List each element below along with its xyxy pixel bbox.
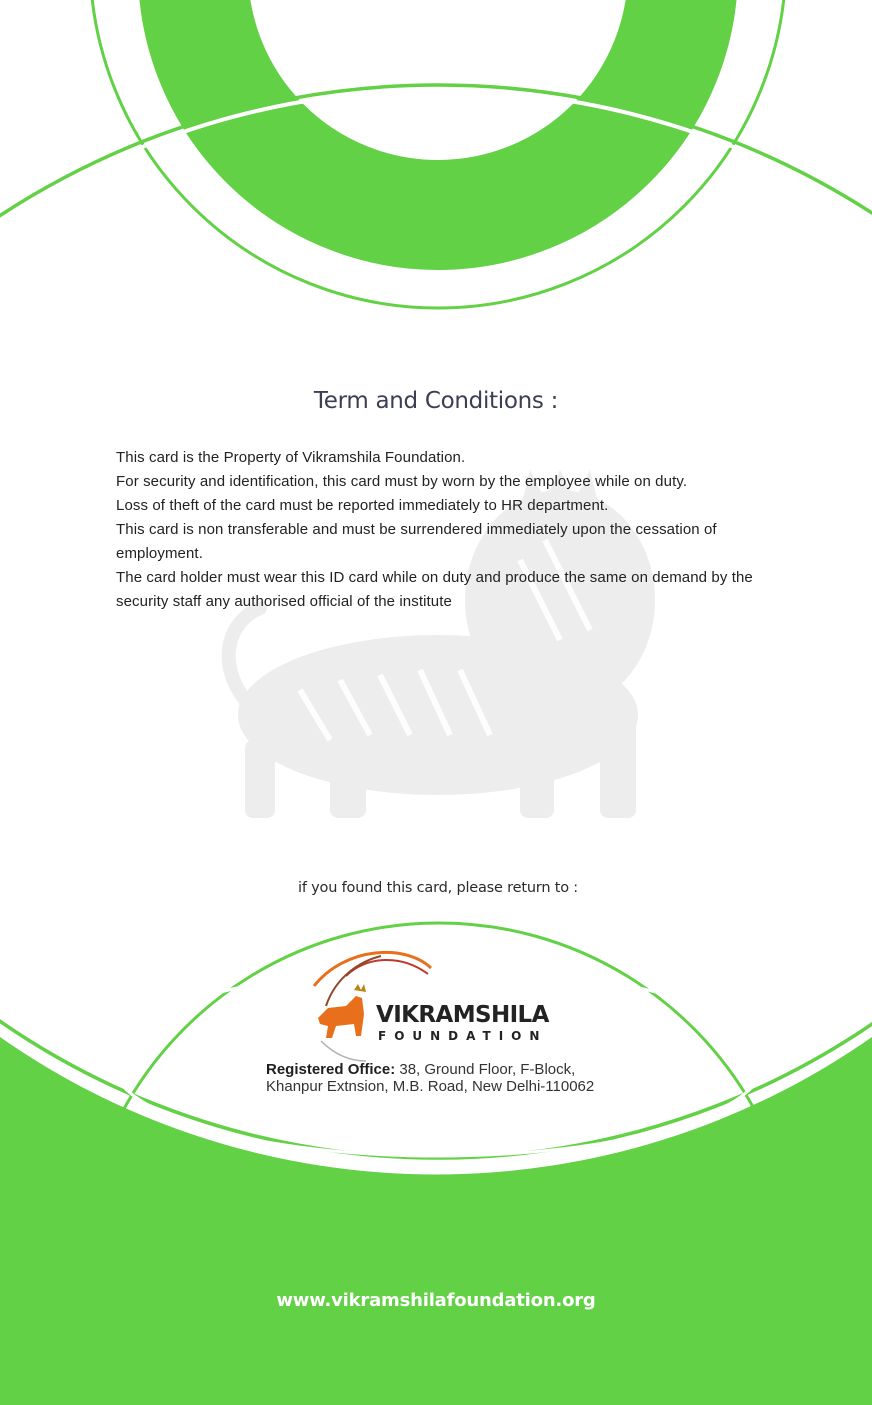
term-item: Loss of theft of the card must be reported immediately to HR department.: [116, 497, 609, 514]
logo-name: VIKRAMSHILA: [376, 1002, 549, 1028]
term-item: This card is the Property of Vikramshila Foundation.: [116, 449, 466, 466]
office-label: Registered Office:: [266, 1061, 396, 1078]
return-instructions: if you found this card, please return to :: [298, 880, 578, 896]
term-item: The card holder must wear this ID card while on duty and produce the same on demand by the security staff any authorised official of the institute: [116, 569, 753, 610]
term-item: This card is non transferable and must be surrendered immediately upon the cessation of employment.: [116, 521, 717, 562]
foundation-logo: [306, 946, 576, 1066]
lion-icon: [318, 984, 366, 1038]
website-url: www.vikramshilafoundation.org: [276, 1290, 596, 1311]
terms-title: Term and Conditions :: [313, 388, 559, 414]
term-item: For security and identification, this card must by worn by the employee while on duty.: [116, 473, 688, 490]
terms-list: [116, 446, 766, 614]
registered-office: [266, 1061, 611, 1095]
office-address: 38, Ground Floor, F-Block, Khanpur Extnsion, M.B. Road, New Delhi-110062: [266, 1061, 595, 1095]
logo-tagline: FOUNDATION: [378, 1029, 548, 1043]
